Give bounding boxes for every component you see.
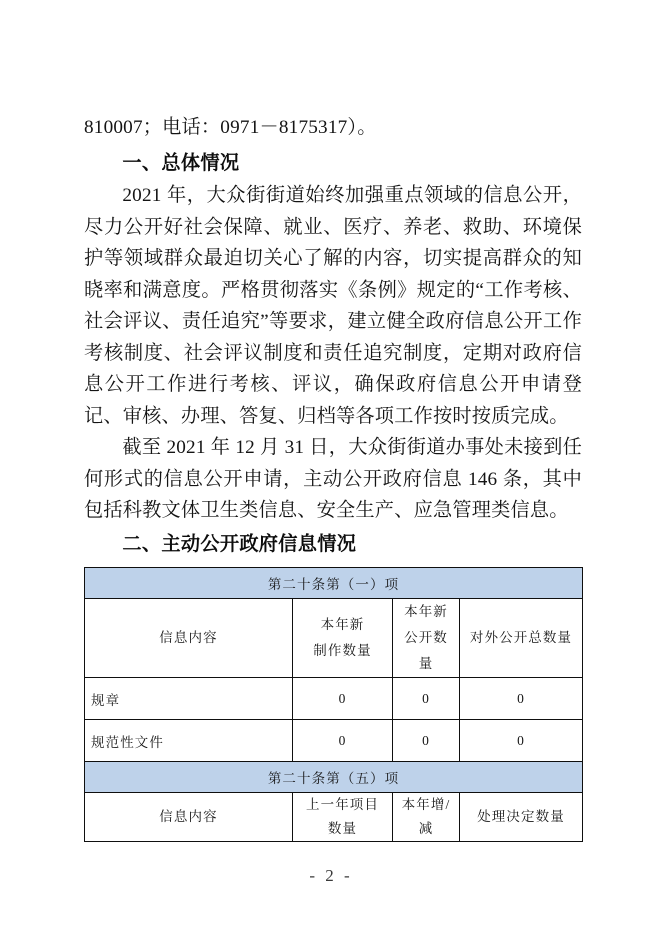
row-label-regulations: 规章 <box>85 678 293 720</box>
band-label-article-20-item-1: 第二十条第（一）项 <box>85 568 583 599</box>
row-label-normative-documents: 规范性文件 <box>85 720 293 762</box>
table-row <box>85 678 583 720</box>
section-heading-2: 二、主动公开政府信息情况 <box>122 533 357 555</box>
table-band-row-one <box>85 568 583 599</box>
table-band-row-five <box>85 762 583 793</box>
header-total-public-quantity: 对外公开总数量 <box>460 599 583 678</box>
header-new-made-line1: 本年新 <box>320 617 365 632</box>
cell-regulations-new-public: 0 <box>393 678 460 720</box>
header-new-public-line1: 本年新 <box>404 604 448 619</box>
header-year-change: 本年增/减 <box>393 793 460 842</box>
cell-regulations-new-made: 0 <box>293 678 393 720</box>
information-disclosure-table-wrapper <box>84 567 582 842</box>
cell-normative-new-public: 0 <box>393 720 460 762</box>
cell-normative-new-made: 0 <box>293 720 393 762</box>
page-number: - 2 - <box>309 866 353 885</box>
header-information-content-group-five: 信息内容 <box>85 793 293 842</box>
cell-regulations-total-public: 0 <box>460 678 583 720</box>
header-new-public-line2: 公开数量 <box>404 630 448 671</box>
cell-normative-total-public: 0 <box>460 720 583 762</box>
header-new-made-line2: 制作数量 <box>313 643 372 658</box>
band-label-article-20-item-5: 第二十条第（五）项 <box>85 762 583 793</box>
header-information-content: 信息内容 <box>85 599 293 678</box>
page-content <box>84 112 582 842</box>
header-handling-decisions: 处理决定数量 <box>460 793 583 842</box>
information-disclosure-table <box>84 567 583 842</box>
section-heading-1: 一、总体情况 <box>122 152 240 174</box>
header-new-made-quantity <box>293 599 393 678</box>
section-1-paragraph-1: 2021 年，大众街街道始终加强重点领域的信息公开，尽力公开好社会保障、就业、医疗、养老、救助、环境保护等领域群众最迫切关心了解的内容，切实提高群众的知晓率和满意度。严格贯彻落实《条例》规定的“工作考核、社会评议、责任追究”等要求，建立健全政府信息公开工作考核制度、社会评议制度和责任追究制度，定期对政府信息公开工作进行考核、评议，确保政府信息公开申请登记、审核、办理、答复、归档等各项工作按时按质完成。 <box>84 185 582 427</box>
section-1-paragraph-2: 截至 2021 年 12 月 31 日，大众街街道办事处未接到任何形式的信息公开申请，主动公开政府信息 146 条，其中包括科教文体卫生类信息、安全生产、应急管理类信息。 <box>84 437 582 521</box>
header-previous-year-items: 上一年项目数量 <box>293 793 393 842</box>
table-header-row-group-one <box>85 599 583 678</box>
table-row <box>85 720 583 762</box>
table-header-row-group-five <box>85 793 583 842</box>
contact-line: 810007；电话：0971－8175317）。 <box>84 117 377 138</box>
header-new-public-quantity <box>393 599 460 678</box>
